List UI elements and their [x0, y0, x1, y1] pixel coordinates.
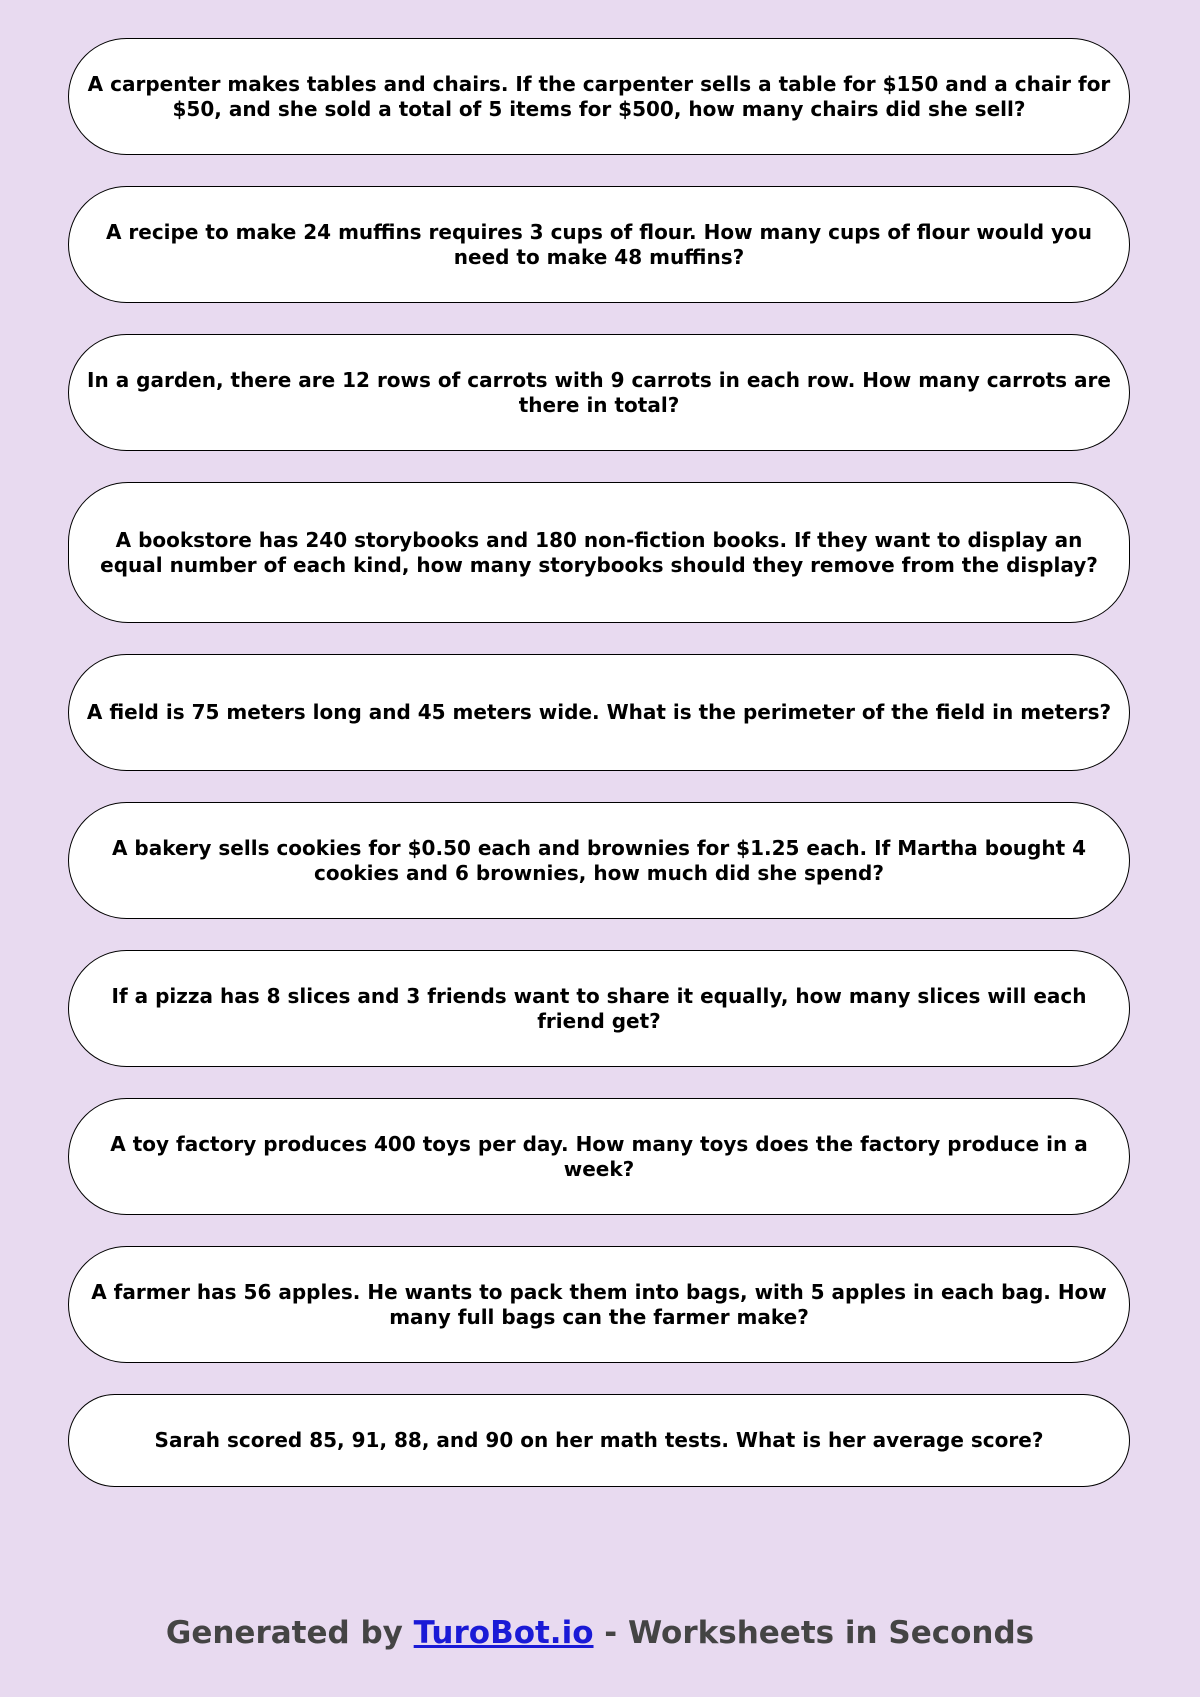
question-card-2	[68, 186, 1130, 303]
question-card-10	[68, 1394, 1130, 1487]
question-card-7	[68, 950, 1130, 1067]
question-text: Sarah scored 85, 91, 88, and 90 on her math tests. What is her average score?	[154, 1428, 1044, 1452]
question-card-4	[68, 482, 1130, 623]
footer-prefix: Generated by	[165, 1615, 414, 1651]
question-text: If a pizza has 8 slices and 3 friends want to share it equally, how many slices will each friend get?	[111, 983, 1087, 1033]
question-card-6	[68, 802, 1130, 919]
question-text: A carpenter makes tables and chairs. If the carpenter sells a table for $150 and a chair for $50, and she sold a total of 5 items for $500, how many chairs did she sell?	[87, 71, 1111, 121]
question-card-8	[68, 1098, 1130, 1215]
question-text: A bookstore has 240 storybooks and 180 non-fiction books. If they want to display an equal number of each kind, how many storybooks should they remove from the display?	[100, 527, 1098, 577]
question-text: A toy factory produces 400 toys per day. How many toys does the factory produce in a week?	[110, 1131, 1088, 1181]
question-text: In a garden, there are 12 rows of carrots with 9 carrots in each row. How many carrots are there in total?	[87, 367, 1111, 417]
question-text: A field is 75 meters long and 45 meters wide. What is the perimeter of the field in meters?	[86, 700, 1112, 724]
question-card-3	[68, 334, 1130, 451]
footer-credit	[0, 1615, 1200, 1651]
question-text: A bakery sells cookies for $0.50 each and brownies for $1.25 each. If Martha bought 4 cookies and 6 brownies, how much did she spend?	[111, 835, 1087, 885]
question-text: A farmer has 56 apples. He wants to pack them into bags, with 5 apples in each bag. How many full bags can the farmer make?	[91, 1279, 1107, 1329]
question-card-1	[68, 38, 1130, 155]
question-card-5	[68, 654, 1130, 771]
question-card-9	[68, 1246, 1130, 1363]
turobot-link[interactable]: TuroBot.io	[413, 1615, 594, 1651]
question-text: A recipe to make 24 muffins requires 3 cups of flour. How many cups of flour would you need to make 48 muffins?	[105, 219, 1093, 269]
footer-suffix: - Worksheets in Seconds	[593, 1615, 1035, 1651]
